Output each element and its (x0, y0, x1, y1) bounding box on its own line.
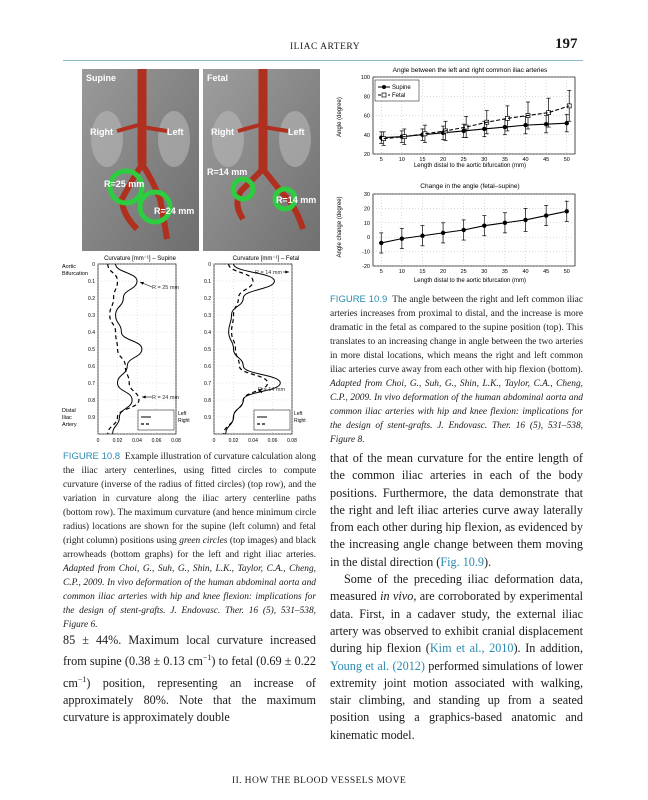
chart2-ytick-label: 10 (363, 220, 370, 227)
chart1-ylabel: Angle (degree) (337, 97, 343, 137)
body-right-p2-d: performed simulations of lower extremity joint motion associated with walking, stair climbing, and standing up from a seated position using a graphics-based anatomic and kinematic model. (330, 658, 583, 742)
arrow-supine-r25-head (140, 282, 144, 285)
curv1-ytick-label: 0.9 (88, 415, 95, 421)
chart2-ylabel: Angle change (degree) (337, 196, 343, 258)
curv1-ytick-label: 0.3 (88, 313, 95, 319)
curv1-xtick-label: 0.08 (171, 438, 181, 444)
chart2-xtick-label: 15 (419, 269, 426, 275)
legend-left-fetal: Left (294, 411, 303, 417)
chart1-xlabel: Length distal to the aortic bifurcation (mm) (413, 163, 527, 169)
body-right-p2-a: Some of the preceding iliac deformation data, measured (330, 572, 583, 604)
curv2-ytick-label: 0.2 (204, 296, 211, 302)
supine-r1-label: R=25 mm (104, 179, 145, 189)
chart2-xtick-label: 20 (440, 269, 447, 275)
curv1-xtick-label: 0.02 (112, 438, 123, 444)
ylabel-artery: Artery (62, 422, 77, 428)
curv2-ytick-label: 0.1 (204, 279, 211, 285)
annot-fetal-r14a: R = 14 mm (255, 270, 283, 276)
body-left-text-b: ) to fetal (0.69 ± 0.22 cm (63, 654, 316, 690)
figure-10-9-label: FIGURE 10.9 (330, 294, 388, 305)
curv2-xtick-label: 0 (212, 438, 216, 444)
ylabel-iliac: Iliac (62, 415, 72, 421)
chart1-title: Angle between the left and right common iliac arteries (392, 67, 548, 74)
curv2-ytick-label: 0.5 (204, 347, 211, 353)
chart1-xtick-label: 25 (460, 157, 467, 163)
angle-charts (330, 62, 582, 287)
chart1-xtick-label: 5 (379, 157, 383, 163)
fetal-left-label: Left (288, 127, 305, 137)
curv1-xtick-label: 0.06 (151, 438, 162, 444)
figure-10-8-text: Example illustration of curvature calculation along the iliac artery centerlines, using fitted circles to compute curvature (inverse of the radius of fitted circles) (top row), and the variation in curvature along the iliac artery centerline paths (bottom row). The maximum curvature (and hence minimum circle radius) locations are shown for the supine (left column) and fetal (right column) positions using (63, 452, 316, 546)
legend-right-supine: Right (178, 418, 190, 424)
curv1-xtick-label: 0 (96, 438, 100, 444)
chart2-series-line (381, 211, 567, 243)
ylabel-aortic: Aortic (62, 264, 77, 270)
chart2-xtick-label: 50 (563, 269, 570, 275)
curv2-ytick-label: 0.7 (204, 381, 211, 387)
kim-2010-link[interactable]: Kim et al., 2010 (429, 641, 514, 656)
annot-supine-r25: R = 25 mm (152, 285, 180, 291)
legend-supine-marker (382, 85, 386, 89)
body-left-text-c: ) position, representing an increase of approximately 80%. Note that the maximum curvature is approximately double (63, 675, 316, 725)
chart2-xtick-label: 40 (522, 269, 529, 275)
curv1-ytick-label: 0.7 (88, 381, 95, 387)
chart1-ytick-label: 100 (360, 75, 370, 81)
chart1-xtick-label: 10 (398, 157, 405, 163)
fig-10-9-link[interactable]: Fig. 10.9 (440, 554, 485, 569)
chart1-ytick-label: 80 (363, 94, 370, 101)
fetal-label: Fetal (207, 73, 229, 83)
curv2-series-right (224, 264, 268, 434)
young-2012-link[interactable]: Young et al. (2012) (330, 658, 425, 673)
legend-fetal: Fetal (392, 93, 406, 99)
chart1-xtick-label: 30 (481, 157, 488, 163)
footer: II. HOW THE BLOOD VESSELS MOVE (232, 776, 407, 786)
curv1-ytick-label: 0.1 (88, 279, 95, 285)
fetal-r2-label: R=14 mm (276, 195, 317, 205)
chart2-frame (373, 194, 575, 266)
curv2-ytick-label: 0.9 (204, 415, 211, 421)
curv1-ytick-label: 0.4 (88, 330, 95, 336)
supine-anatomy-drawing (82, 69, 199, 251)
curv2-ytick-label: 0.3 (204, 313, 211, 319)
body-right-p2-c: ). In addition, (513, 641, 584, 656)
figure-10-8-citation: Adapted from Choi, G., Suh, G., Shin, L.K., Taylor, C.A., Cheng, C.P., 2009. In vivo deformation of the human abdominal aorta and common iliac arteries with hip and knee flexion: implications for the design of stent-grafts. J. Endovasc. Ther. 16 (5), 531–538, Figure 6. (63, 564, 316, 630)
legend-left-supine: Left (178, 411, 187, 417)
figure-10-9-citation: Adapted from Choi, G., Suh, G., Shin, L.K., Taylor, C.A., Cheng, C.P., 2009. In vivo deformation of the human abdominal aorta and common iliac arteries with hip and knee flexion: implications for the design of stent-grafts. J. Endovasc. Ther. 16 (5), 531–538, Figure 8. (330, 379, 583, 445)
chart2-title: Change in the angle (fetal–supine) (420, 183, 520, 190)
body-right-p1-b: ). (484, 554, 492, 569)
sup-1: −1 (202, 653, 212, 663)
body-left-column (63, 632, 316, 727)
body-right-p1-a: that of the mean curvature for the entire length of the common iliac arteries in each of the body positions. Furthermore, the data demonstrate that the right and left iliac arteries curve away laterally from each other during hip flexion, as evidenced by the increasing angle change between them moving in the distal direction ( (330, 451, 583, 569)
supine-graph-title: Curvature [mm⁻¹] – Supine (104, 256, 176, 262)
curv2-xtick-label: 0.08 (287, 438, 297, 444)
curv1-legend-box (138, 410, 174, 430)
body-right-p2-b: , are corroborated by experimental data. First, in a cadaver study, the external iliac artery was observed to exhibit cranial displacement during hip flexion ( (330, 589, 583, 656)
chart2-xlabel: Length distal to the aortic bifurcation (mm) (413, 278, 527, 284)
ylabel-distal: Distal (62, 408, 76, 414)
figure-10-8-caption (63, 450, 316, 632)
figure-10-8-text2: (top images) and black arrowheads (bottom graphs) for the left and right iliac arteries. (63, 536, 317, 560)
chart2-ytick-label: 30 (363, 192, 370, 198)
chart2-xtick-label: 25 (460, 269, 467, 275)
curv1-ytick-label: 0.2 (88, 296, 95, 302)
curv1-ytick-label: 0.6 (88, 364, 95, 370)
curv2-ytick-label: 0 (208, 262, 211, 268)
curv2-legend-box (254, 410, 290, 430)
annot-supine-r24: R = 24 mm (152, 395, 180, 401)
annot-fetal-r14b: R = 14 mm (258, 387, 286, 393)
chart2-xtick-label: 10 (398, 269, 405, 275)
curv2-xtick-label: 0.04 (248, 438, 258, 444)
page-number: 197 (555, 36, 578, 52)
arrow-fetal-r14a-head (285, 270, 289, 273)
curv2-ytick-label: 0.6 (204, 364, 211, 370)
in-vivo-italic: in vivo (380, 589, 414, 604)
figure-10-9-text: The angle between the right and left common iliac arteries increases from proximal to distal, and the increase is more dramatic in the fetal as compared to the supine position (top). This translates to an increasing change in angle between the two arteries in more distal locations, which means the right and left common iliac arteries curve away from each other with hip flexion (bottom). (330, 295, 583, 375)
arrow-supine-r24-head (142, 395, 146, 398)
curv2-ytick-label: 0.8 (204, 398, 211, 404)
curv1-ytick-label: 0.5 (88, 347, 95, 353)
chart1-ytick-label: 40 (363, 132, 370, 139)
chart1-xtick-label: 45 (543, 157, 550, 163)
ylabel-bifurcation: Bifurcation (62, 271, 88, 277)
legend-supine: Supine (392, 85, 411, 91)
chart2-xtick-label: 45 (543, 269, 550, 275)
chart2-ytick-label: 20 (363, 206, 370, 213)
running-head: ILIAC ARTERY (290, 42, 361, 52)
curv2-ytick-label: 0.4 (204, 330, 211, 336)
chart1-series-line (384, 106, 570, 139)
fetal-image (203, 69, 320, 251)
chart2-ytick-label: -10 (362, 249, 370, 256)
curv1-ytick-label: 0 (92, 262, 95, 268)
supine-left-label: Left (167, 127, 184, 137)
supine-label: Supine (86, 73, 117, 83)
chart2-xtick-label: 5 (379, 269, 383, 275)
curv2-xtick-label: 0.02 (228, 438, 239, 444)
curv1-ytick-label: 0.8 (88, 398, 95, 404)
curvature-graphs (60, 252, 330, 444)
supine-right-label: Right (90, 127, 113, 137)
body-left-text-a: 85 ± 44%. Maximum local curvature increased from supine (0.38 ± 0.13 cm (63, 633, 316, 669)
chart2-xtick-label: 30 (481, 269, 488, 275)
chart1-xtick-label: 35 (501, 157, 508, 163)
figure-10-9-caption (330, 293, 583, 447)
chart2-xtick-label: 35 (501, 269, 508, 275)
supine-r2-label: R=24 mm (154, 206, 195, 216)
chart1-xtick-label: 15 (419, 157, 426, 163)
chart1-ytick-label: 60 (363, 113, 370, 120)
chart1-xtick-label: 50 (563, 157, 570, 163)
fetal-graph-title: Curvature [mm⁻¹] – Fetal (232, 256, 300, 262)
chart2-ytick-label: -20 (362, 264, 370, 270)
supine-image (82, 69, 199, 251)
chart2-ytick-label: 0 (366, 235, 370, 242)
body-right-column (330, 450, 583, 744)
chart1-xtick-label: 20 (440, 157, 447, 163)
header-rule (63, 60, 583, 61)
curv2-xtick-label: 0.06 (267, 438, 278, 444)
legend-fetal-marker (382, 93, 386, 97)
figure-10-8-green: green circles (179, 536, 228, 546)
figure-10-8-label: FIGURE 10.8 (63, 451, 121, 462)
legend-right-fetal: Right (294, 418, 306, 424)
fetal-right-label: Right (211, 127, 234, 137)
fetal-r1-label: R=14 mm (207, 167, 248, 177)
chart1-ytick-label: 20 (363, 152, 370, 158)
sup-2: −1 (77, 674, 87, 684)
body-right-p2 (330, 571, 583, 744)
curv1-xtick-label: 0.04 (132, 438, 142, 444)
fetal-anatomy-drawing (203, 69, 320, 251)
chart1-xtick-label: 40 (522, 157, 529, 163)
